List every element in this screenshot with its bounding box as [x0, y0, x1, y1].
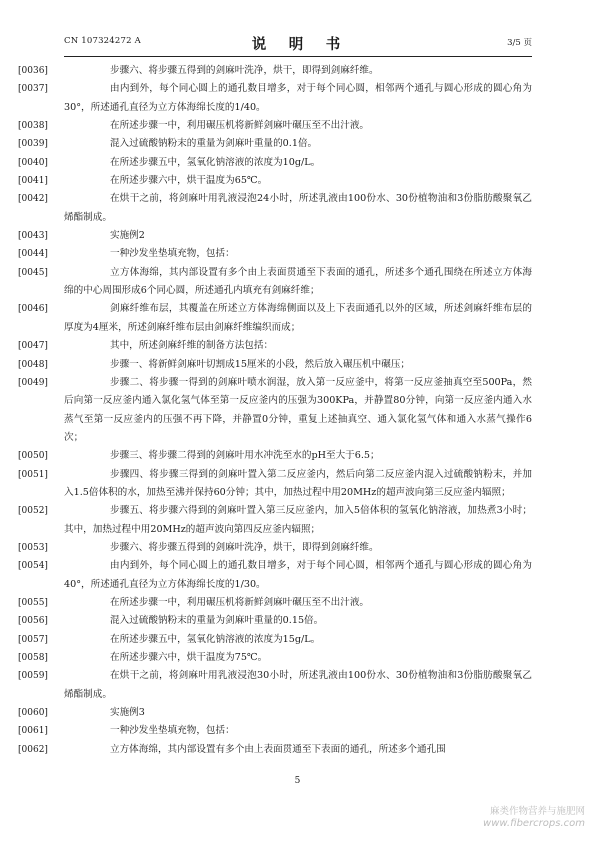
paragraph-number: [0042] [18, 194, 48, 205]
paragraph [18, 741, 532, 759]
paragraph-text: 在所述步骤五中，氢氧化钠溶液的浓度为15g/L。 [110, 633, 321, 645]
paragraph-text: 步骤六、将步骤五得到的剑麻叶洗净，烘干，即得到剑麻纤维。 [110, 541, 379, 553]
paragraph-text: 一种沙发坐垫填充物，包括： [110, 725, 235, 737]
paragraph-number: [0061] [18, 726, 48, 737]
paragraph [18, 631, 532, 649]
paragraph [18, 245, 532, 263]
paragraph-number: [0052] [18, 506, 48, 517]
paragraph [18, 557, 532, 594]
paragraph-text: 立方体海绵，其内部设置有多个由上表面贯通至下表面的通孔，所述多个通孔围绕在所述立方体海绵的中心周围形成6个同心圆，所述通孔内填充有剑麻纤维； [64, 266, 532, 297]
paragraph [18, 337, 532, 355]
paragraph-text: 在所述步骤六中，烘干温度为75℃。 [110, 652, 268, 663]
watermark [483, 806, 585, 830]
paragraph-number: [0043] [18, 231, 48, 242]
paragraph-number: [0056] [18, 616, 48, 627]
paragraph-number: [0039] [18, 139, 48, 150]
paragraph [18, 117, 532, 135]
watermark-site-name: 麻类作物营养与施肥网 [489, 806, 585, 817]
document-title: 说 明 书 [251, 36, 345, 53]
paragraph-number: [0054] [18, 561, 48, 572]
paragraph-number: [0055] [18, 597, 48, 608]
paragraph-number: [0049] [18, 377, 48, 388]
paragraph [18, 649, 532, 667]
paragraph-number: [0038] [18, 121, 48, 132]
paragraph-text: 剑麻纤维布层，其覆盖在所述立方体海绵侧面以及上下表面通孔以外的区域，所述剑麻纤维布层的厚度为4厘米，所述剑麻纤维布层由剑麻纤维编织而成； [64, 303, 532, 333]
paragraph-text: 在所述步骤一中，利用碾压机将新鲜剑麻叶碾压至不出汁液。 [110, 596, 370, 608]
page-header [64, 33, 532, 51]
paragraph [18, 722, 532, 740]
paragraph-text: 步骤五、将步骤六得到的剑麻叶置入第三反应釜内，加入5倍体积的氢氧化钠溶液，加热煮3小时；其中，加热过程中用20MHz的超声波向第四反应釜内辐照； [64, 505, 532, 535]
paragraph-text: 在所述步骤一中，利用碾压机将新鲜剑麻叶碾压至不出汁液。 [110, 120, 370, 132]
paragraph-text: 在烘干之前，将剑麻叶用乳液浸泡24小时，所述乳液由100份水、30份植物油和3份脂肪酸聚氧乙烯酯制成。 [64, 193, 532, 223]
paragraph-text: 实施例3 [110, 707, 145, 719]
paragraph [18, 190, 532, 227]
paragraph-text: 立方体海绵，其内部设置有多个由上表面贯通至下表面的通孔，所述多个通孔围 [110, 743, 446, 755]
paragraph-number: [0047] [18, 341, 48, 352]
paragraph-text: 在所述步骤五中，氢氧化钠溶液的浓度为10g/L。 [110, 156, 321, 168]
paragraph-text: 步骤二、将步骤一得到的剑麻叶喷水润湿，放入第一反应釜中，将第一反应釜抽真空至500Pa，然后向第一反应釜内通入氯化氢气体至第一反应釜内的压强为300KPa，并静置80分钟，向第一反应釜内通入水蒸气至第一反应釜内的压强不再下降，并静置0分钟，重复上述抽真空、通入氯化氢气体和通入水蒸气操作6次； [64, 376, 532, 443]
paragraph [18, 704, 532, 722]
paragraph-text: 步骤一、将新鲜剑麻叶切割成15厘米的小段，然后放入碾压机中碾压； [110, 358, 411, 370]
paragraph [18, 80, 532, 117]
paragraph-number: [0051] [18, 469, 48, 480]
paragraph-text: 在所述步骤六中，烘干温度为65℃。 [110, 175, 268, 187]
paragraph-text: 由内到外，每个同心圆上的通孔数目增多，对于每个同心圆，相邻两个通孔与圆心形成的圆心角为30°，所述通孔直径为立方体海绵长度的1/40。 [64, 83, 532, 113]
document-body [18, 62, 532, 759]
paragraph [18, 264, 532, 301]
paragraph [18, 62, 532, 80]
paragraph [18, 172, 532, 190]
page-number: 5 [294, 776, 301, 786]
paragraph-text: 步骤六、将步骤五得到的剑麻叶洗净，烘干，即得到剑麻纤维。 [110, 65, 379, 76]
paragraph [18, 135, 532, 153]
paragraph-number: [0057] [18, 634, 48, 645]
paragraph [18, 594, 532, 612]
paragraph-number: [0053] [18, 542, 48, 553]
paragraph-text: 混入过硫酸钠粉末的重量为剑麻叶重量的0.15倍。 [110, 615, 324, 627]
paragraph-text: 一种沙发坐垫填充物，包括： [110, 248, 235, 260]
paragraph-number: [0060] [18, 708, 48, 719]
paragraph-text: 步骤四、将步骤三得到的剑麻叶置入第二反应釜内，然后向第二反应釜内混入过硫酸钠粉末，并加入1.5倍体积的水，加热至沸并保持60分钟；其中，加热过程中用20MHz的超声波向第三反应釜内辐照； [64, 468, 532, 498]
paragraph [18, 154, 532, 172]
paragraph-number: [0045] [18, 267, 48, 278]
paragraph-text: 混入过硫酸钠粉末的重量为剑麻叶重量的0.1倍。 [110, 138, 318, 150]
watermark-url: www.fibercrops.com [483, 818, 585, 829]
paragraph-number: [0040] [18, 157, 48, 168]
paragraph [18, 374, 532, 447]
paragraph [18, 356, 532, 374]
paragraph-text: 其中，所述剑麻纤维的制备方法包括： [110, 340, 274, 352]
paragraph-number: [0044] [18, 249, 48, 260]
paragraph-number: [0037] [18, 84, 48, 95]
page-indicator: 3/5 页 [507, 38, 532, 48]
paragraph-text: 步骤三、将步骤二得到的剑麻叶用水冲洗至水的pH至大于6.5； [110, 450, 380, 462]
paragraph [18, 300, 532, 337]
paragraph [18, 502, 532, 539]
paragraph-number: [0062] [18, 744, 48, 755]
paragraph-number: [0036] [18, 66, 48, 76]
paragraph-text: 在烘干之前，将剑麻叶用乳液浸泡30小时，所述乳液由100份水、30份植物油和3份脂肪酸聚氧乙烯酯制成。 [64, 670, 532, 700]
patent-number: CN 107324272 A [64, 36, 141, 46]
paragraph-number: [0048] [18, 359, 48, 370]
paragraph-number: [0050] [18, 451, 48, 462]
paragraph [18, 227, 532, 245]
paragraph [18, 667, 532, 704]
paragraph-text: 由内到外，每个同心圆上的通孔数目增多，对于每个同心圆，相邻两个通孔与圆心形成的圆心角为40°，所述通孔直径为立方体海绵长度的1/30。 [64, 560, 532, 590]
paragraph-text: 实施例2 [110, 230, 145, 242]
paragraph-number: [0058] [18, 653, 48, 663]
paragraph [18, 612, 532, 630]
paragraph [18, 466, 532, 503]
paragraph [18, 539, 532, 557]
paragraph-number: [0046] [18, 304, 48, 315]
header-rule [64, 56, 532, 57]
paragraph [18, 447, 532, 465]
paragraph-number: [0041] [18, 176, 48, 187]
paragraph-number: [0059] [18, 671, 48, 682]
